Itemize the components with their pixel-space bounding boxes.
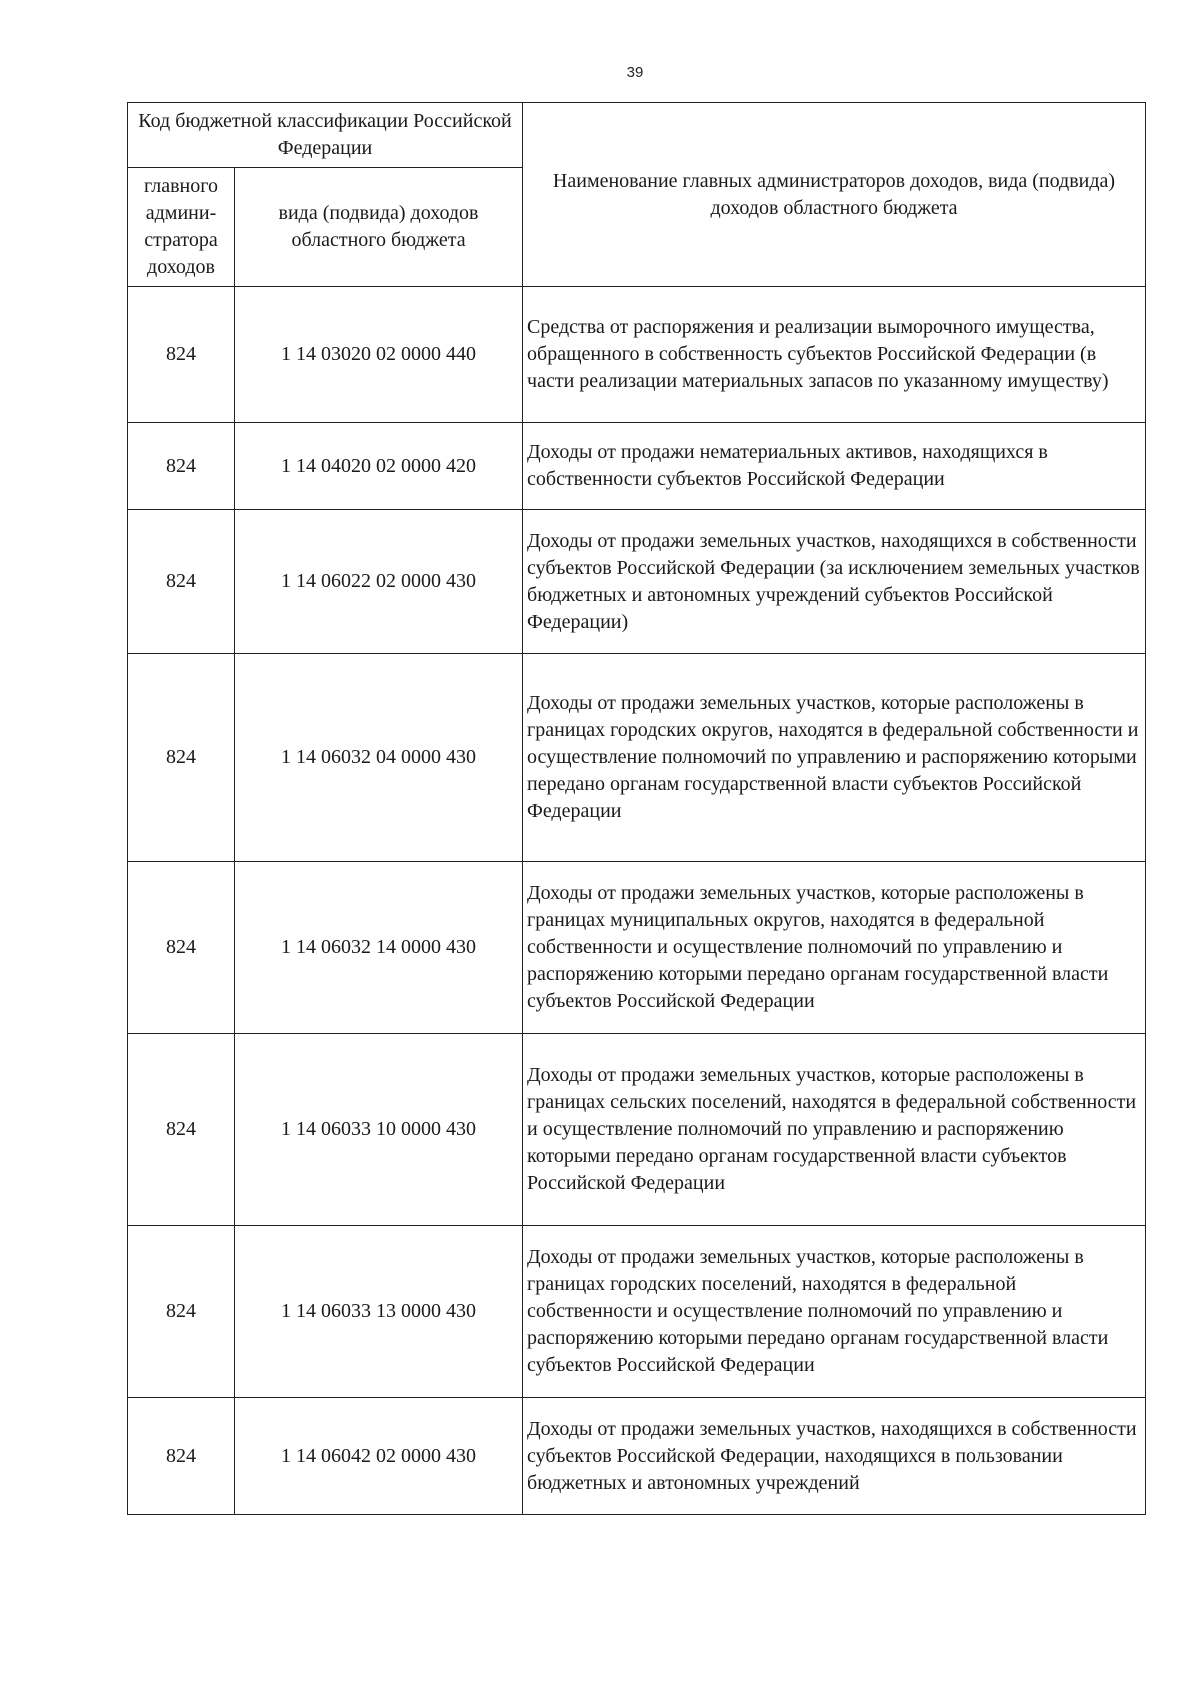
table-row [128,1226,1146,1398]
table-row [128,1398,1146,1515]
table-row [128,654,1146,862]
cell-code: 1 14 06033 13 0000 430 [235,1226,523,1398]
cell-name: Доходы от продажи земельных участков, которые расположены в границах муниципальных округов, находятся в федеральной собственности и осуществление полномочий по управлению и распоряжению которыми передано органам государственной власти субъектов Российской Федерации [523,862,1146,1034]
cell-name: Доходы от продажи земельных участков, находящихся в собственности субъектов Российской Федерации, находящихся в пользовании бюджетных и автономных учреждений [523,1398,1146,1515]
table-row [128,423,1146,510]
cell-name: Доходы от продажи земельных участков, которые расположены в границах сельских поселений, находятся в федеральной собственности и осуществление полномочий по управлению и распоряжению которыми передано органам государственной власти субъектов Российской Федерации [523,1034,1146,1226]
table-row [128,287,1146,423]
header-admin: главного админи-стратора доходов [128,168,235,287]
budget-classification-table [127,102,1146,1515]
cell-name: Доходы от продажи земельных участков, которые расположены в границах городских поселений, находятся в федеральной собственности и осуществление полномочий по управлению и распоряжению которыми передано органам государственной власти субъектов Российской Федерации [523,1226,1146,1398]
header-group-code: Код бюджетной классификации Российской Федерации [128,103,523,168]
header-code: вида (подвида) доходов областного бюджета [235,168,523,287]
cell-code: 1 14 04020 02 0000 420 [235,423,523,510]
cell-code: 1 14 06022 02 0000 430 [235,510,523,654]
table-row [128,510,1146,654]
page-number: 39 [626,64,644,81]
cell-admin: 824 [128,1226,235,1398]
header-name: Наименование главных администраторов доходов, вида (подвида) доходов областного бюджета [523,103,1146,287]
table-row [128,862,1146,1034]
cell-code: 1 14 06033 10 0000 430 [235,1034,523,1226]
cell-code: 1 14 06042 02 0000 430 [235,1398,523,1515]
cell-admin: 824 [128,1034,235,1226]
cell-admin: 824 [128,510,235,654]
cell-name: Доходы от продажи земельных участков, которые расположены в границах городских округов, находятся в федеральной собственности и осуществление полномочий по управлению и распоряжению которыми передано органам государственной власти субъектов Российской Федерации [523,654,1146,862]
cell-admin: 824 [128,1398,235,1515]
cell-name: Доходы от продажи нематериальных активов, находящихся в собственности субъектов Российской Федерации [523,423,1146,510]
cell-admin: 824 [128,423,235,510]
cell-name: Доходы от продажи земельных участков, находящихся в собственности субъектов Российской Федерации (за исключением земельных участков бюджетных и автономных учреждений субъектов Российской Федерации) [523,510,1146,654]
cell-code: 1 14 06032 14 0000 430 [235,862,523,1034]
cell-code: 1 14 06032 04 0000 430 [235,654,523,862]
cell-name: Средства от распоряжения и реализации выморочного имущества, обращенного в собственность субъектов Российской Федерации (в части реализации материальных запасов по указанному имуществу) [523,287,1146,423]
cell-admin: 824 [128,862,235,1034]
cell-code: 1 14 03020 02 0000 440 [235,287,523,423]
table-row [128,1034,1146,1226]
cell-admin: 824 [128,654,235,862]
cell-admin: 824 [128,287,235,423]
